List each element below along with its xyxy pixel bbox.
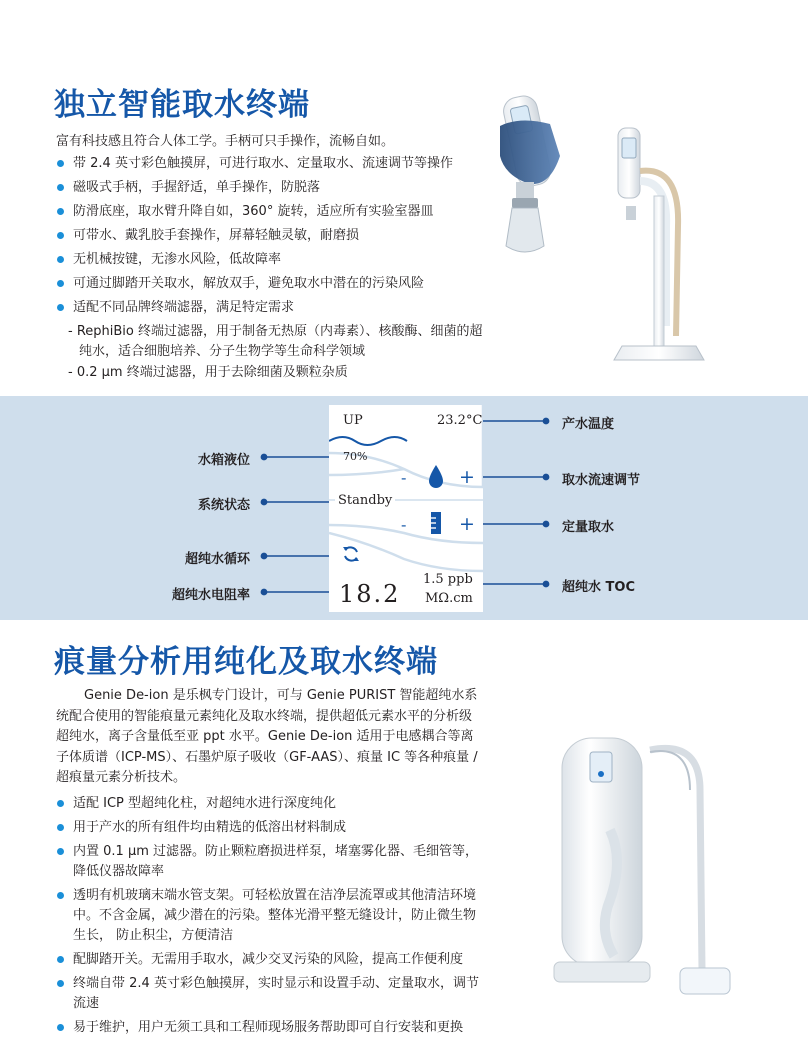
list-item: 防滑底座，取水臂升降自如，360° 旋转，适应所有实验室器皿: [56, 202, 496, 221]
section1-title: 独立智能取水终端: [54, 87, 310, 123]
list-item: 终端自带 2.4 英寸彩色触摸屏，实时显示和设置手动、定量取水，调节流速: [56, 974, 486, 1014]
label-circulation: 超纯水循环: [184, 552, 250, 567]
recirculation-icon: [341, 544, 361, 564]
sub-item: - 0.2 µm 终端过滤器，用于去除细菌及颗粒杂质: [68, 365, 348, 380]
screen-status: Standby: [335, 493, 395, 508]
list-item: 适配 ICP 型超纯化柱，对超纯水进行深度纯化: [56, 794, 486, 814]
sub-item: - RephiBio 终端过滤器，用于制备无热原（内毒素）、核酸酶、细菌的超纯水，适合细胞培养、分子生物学等生命科学领域: [68, 324, 483, 359]
screen-level: 70%: [343, 450, 368, 463]
list-item: 配脚踏开关。无需用手取水，减少交叉污染的风险，提高工作便利度: [56, 950, 486, 970]
list-item: 带 2.4 英寸彩色触摸屏，可进行取水、定量取水、流速调节等操作: [56, 154, 496, 173]
flow-minus-button[interactable]: -: [401, 468, 407, 487]
genie-deion-unit-image: [550, 730, 750, 1050]
volume-minus-button[interactable]: -: [401, 515, 407, 534]
label-toc: 超纯水 TOC: [562, 580, 635, 595]
section2-feature-list: [56, 794, 486, 1042]
water-drop-icon: [427, 464, 445, 490]
list-item: 磁吸式手柄，手握舒适，单手操作，防脱落: [56, 178, 496, 197]
touchscreen-display: [329, 405, 483, 612]
volume-plus-button[interactable]: +: [459, 513, 475, 535]
screen-toc: 1.5 ppb: [423, 572, 473, 587]
list-item: 易于维护，用户无须工具和工程师现场服务帮助即可自行安装和更换: [56, 1018, 486, 1038]
volume-cylinder-icon: [429, 511, 443, 535]
list-item: 透明有机玻璃末端水管支架。可轻松放置在洁净层流罩或其他清洁环境中。不含金属，减少潜在的污染。整体光滑平整无缝设计，防止微生物生长， 防止积尘，方便清洁: [56, 886, 486, 946]
list-item: 无机械按键，无渗水风险，低故障率: [56, 250, 496, 269]
list-item: 可带水、戴乳胶手套操作，屏幕轻触灵敏，耐磨损: [56, 226, 496, 245]
label-resistivity: 超纯水电阻率: [171, 588, 250, 603]
list-item: 适配不同品牌终端滤器，满足特定需求: [56, 298, 496, 317]
label-temperature: 产水温度: [562, 417, 615, 432]
label-system-status: 系统状态: [197, 498, 250, 513]
label-flow-adjust: 取水流速调节: [562, 473, 641, 488]
screen-resistivity: 18.2: [339, 580, 401, 608]
flow-plus-button[interactable]: +: [459, 466, 475, 488]
screen-temperature: 23.2°C: [437, 413, 483, 428]
screen-unit: MΩ.cm: [425, 591, 473, 606]
section2-paragraph: [56, 686, 480, 789]
label-tank-level: 水箱液位: [197, 453, 250, 468]
screen-up: UP: [343, 413, 363, 428]
list-item: 可通过脚踏开关取水，解放双手，避免取水中潜在的污染风险: [56, 274, 496, 293]
label-volume-dispense: 定量取水: [562, 520, 615, 535]
section2-title: 痕量分析用纯化及取水终端: [54, 644, 438, 680]
section1-intro: 富有科技感且符合人体工学。手柄可只手操作，流畅自如。: [56, 134, 395, 149]
list-item: 用于产水的所有组件均由精选的低溶出材料制成: [56, 818, 486, 838]
list-item: 内置 0.1 µm 过滤器。防止颗粒磨损进样泵，堵塞雾化器、毛细管等，降低仪器故障率: [56, 842, 486, 882]
section2-paragraph-text: Genie De-ion 是乐枫专门设计，可与 Genie PURIST 智能超纯水系统配合使用的智能痕量元素纯化及取水终端，提供超低元素水平的分析级超纯水，离子含量低至亚 ppt 水平。Genie De-ion 适用于电感耦合等离子体质谱（ICP-MS）、石墨炉原子吸收（GF-AAS）、痕量 IC 等各种痕量 / 超痕量元素分析技术。: [56, 688, 478, 785]
